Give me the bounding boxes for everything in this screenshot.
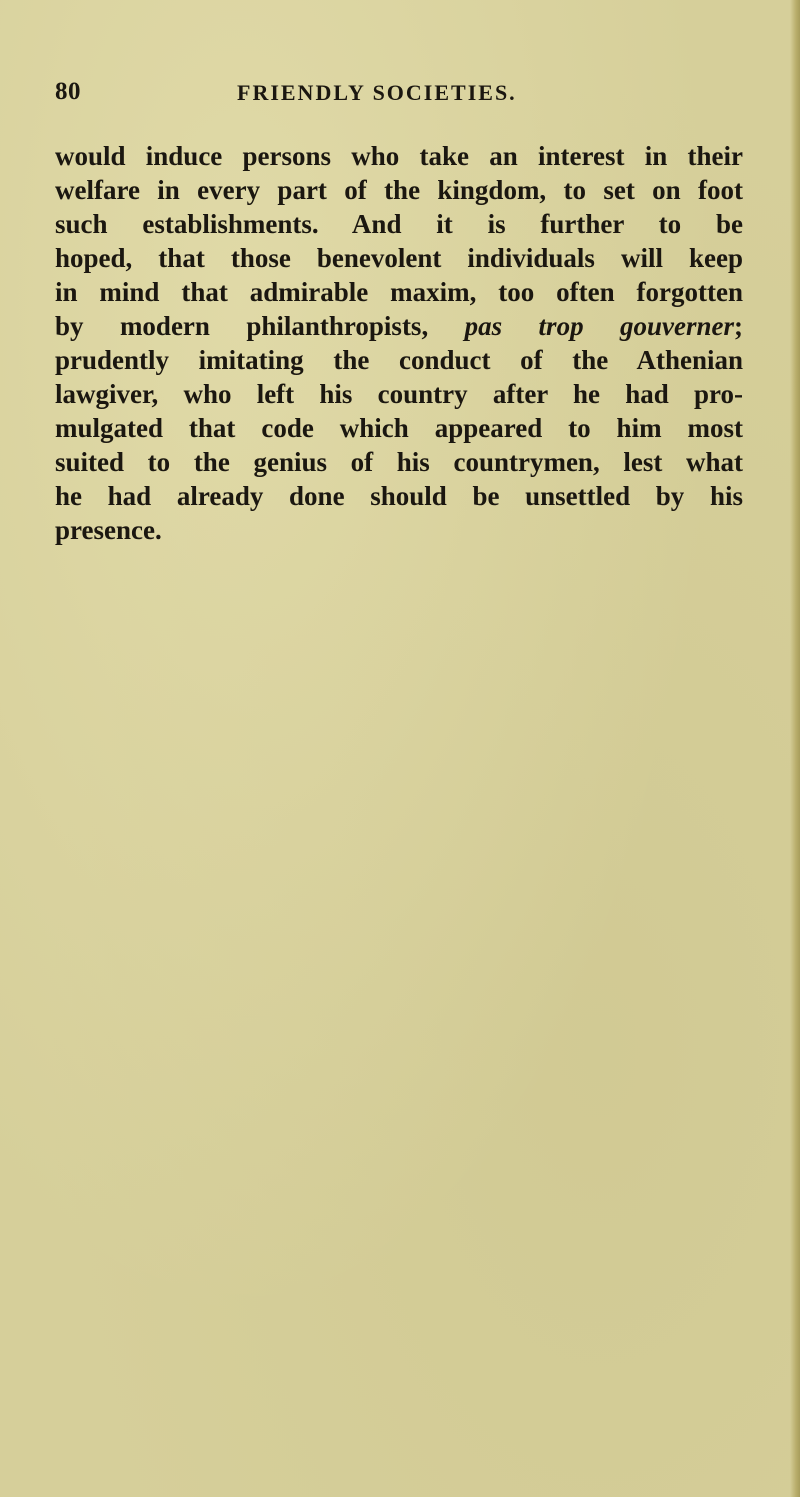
text-line: he had already done should be unsettled by his (55, 481, 743, 511)
text-segment: by modern philanthropists, (55, 311, 465, 341)
text-line: lawgiver, who left his country after he had pro- (55, 379, 743, 409)
text-line (55, 309, 743, 343)
text-line: would induce persons who take an interest in their (55, 141, 743, 171)
text-line: mulgated that code which appeared to him most (55, 413, 743, 443)
text-line: prudently imitating the conduct of the Athenian (55, 345, 743, 375)
text-line: suited to the genius of his countrymen, lest what (55, 447, 743, 477)
text-line: hoped, that those benevolent individuals will keep (55, 243, 743, 273)
running-title: FRIENDLY SOCIETIES. (237, 80, 517, 105)
page-number: 80 (55, 78, 81, 105)
text-line: presence. (55, 515, 162, 545)
running-header (55, 78, 745, 112)
body-paragraph (55, 139, 743, 547)
text-line: welfare in every part of the kingdom, to set on foot (55, 175, 743, 205)
text-line: in mind that admirable maxim, too often forgotten (55, 277, 743, 307)
text-line: such establishments. And it is further to be (55, 209, 743, 239)
italic-phrase: pas trop gouverner (464, 311, 734, 341)
text-segment: ; (734, 311, 743, 341)
page-edge-shadow (790, 0, 800, 1497)
